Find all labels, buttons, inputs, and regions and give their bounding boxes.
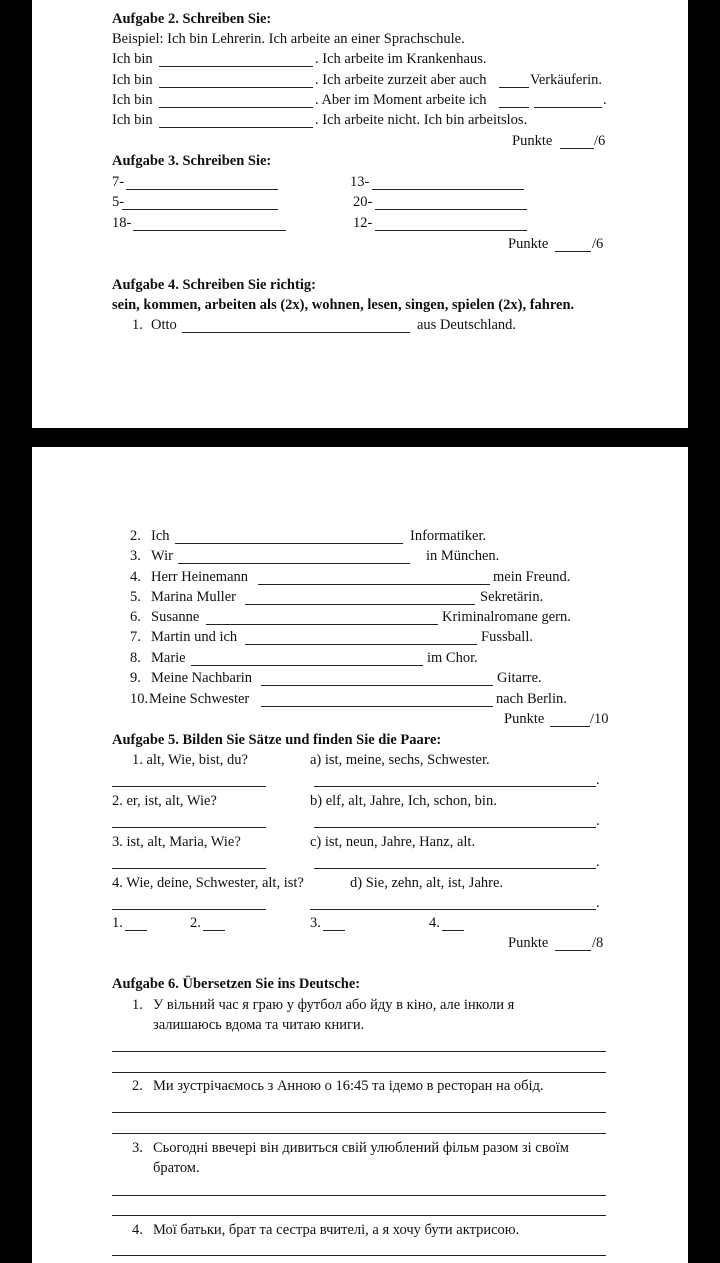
answer-blank[interactable] [159,107,313,108]
worksheet-page-1 [32,0,688,428]
answer-blank[interactable] [175,543,403,544]
pair-label: 2. [190,915,201,931]
line-end: . [596,813,600,829]
aufgabe2-line-tail: Verkäuferin. [530,72,603,88]
item-subject: Marie [151,650,186,666]
item-end: aus Deutschland. [417,317,517,333]
item-subject: Martin und ich [151,629,238,645]
aufgabe4-verbs: sein, kommen, arbeiten als (2x), wohnen, lesen, singen, spielen (2x), fahren. [112,297,575,313]
worksheet-page-2 [32,447,688,1263]
answer-blank[interactable] [159,127,313,128]
answer-blank[interactable] [112,827,266,828]
punkte-blank[interactable] [560,148,594,149]
punkte-label: Punkte [512,133,553,149]
aufgabe2-heading: Aufgabe 2. Schreiben Sie: [112,11,272,27]
item-number: 5. [130,589,141,605]
item-number: 2. [132,1078,143,1094]
item-number: 6. [130,609,141,625]
pair-label: 3. [310,915,321,931]
item-number: 7. [130,629,141,645]
line-end: . [596,854,600,870]
pair-blank[interactable] [442,930,464,931]
item-end: in München. [426,548,500,564]
item-subject: Wir [151,548,173,564]
aufgabe2-line-start: Ich bin [112,112,153,128]
punkte-blank[interactable] [550,726,590,727]
answer-blank[interactable] [112,909,266,910]
item-number: 9. [130,670,141,686]
aufgabe2-example: Beispiel: Ich bin Lehrerin. Ich arbeite an einer Sprachschule. [112,31,465,47]
aufgabe2-line-end: . Aber im Moment arbeite ich [315,92,487,108]
translation-text: братом. [153,1160,200,1176]
item-end: Sekretärin. [480,589,544,605]
aufgabe2-line-tail: . [603,92,607,108]
answer-blank[interactable] [112,1255,606,1256]
answer-blank[interactable] [112,1072,606,1073]
answer-blank[interactable] [112,1195,606,1196]
pair-label: 4. [429,915,440,931]
answer-blank[interactable] [499,87,529,88]
punkte-blank[interactable] [555,950,591,951]
answer-blank[interactable] [133,230,286,231]
aufgabe2-line-end: . Ich arbeite nicht. Ich bin arbeitslos. [315,112,528,128]
answer-blank[interactable] [112,1051,606,1052]
item-subject: Herr Heinemann [151,569,249,585]
item-number: 3. [130,548,141,564]
item-subject: Meine Schwester [149,691,250,707]
item-end: mein Freund. [493,569,571,585]
item-subject: Meine Nachbarin [151,670,253,686]
answer-blank[interactable] [375,209,527,210]
pair-blank[interactable] [203,930,225,931]
punkte-label: Punkte [508,236,549,252]
answer-blank[interactable] [182,332,410,333]
answer-blank[interactable] [245,604,475,605]
item-end: Fussball. [481,629,533,645]
answer-blank[interactable] [122,209,278,210]
answer-blank[interactable] [258,584,490,585]
item-number: 1. [132,997,143,1013]
item-number: 4. [130,569,141,585]
answer-blank[interactable] [112,1112,606,1113]
answer-blank[interactable] [261,706,493,707]
answer-blank[interactable] [126,189,278,190]
number-label: 20- [353,194,373,210]
item-subject: Marina Muller [151,589,236,605]
item-end: Kriminalromane gern. [442,609,571,625]
answer-item: c) ist, neun, Jahre, Hanz, alt. [310,834,476,850]
answer-blank[interactable] [499,107,529,108]
line-end: . [596,772,600,788]
item-end: Informatiker. [410,528,487,544]
pair-blank[interactable] [323,930,345,931]
answer-blank[interactable] [112,786,266,787]
answer-blank[interactable] [245,644,477,645]
answer-item: d) Sie, zehn, alt, ist, Jahre. [350,875,504,891]
number-label: 12- [353,215,373,231]
punkte-total: /10 [590,711,609,727]
answer-blank[interactable] [372,189,524,190]
question-item: 1. alt, Wie, bist, du? [132,752,248,768]
punkte-total: /8 [592,935,604,951]
question-item: 3. ist, alt, Maria, Wie? [112,834,241,850]
answer-blank[interactable] [261,685,493,686]
item-number: 3. [132,1140,143,1156]
answer-blank[interactable] [310,909,596,910]
answer-blank[interactable] [314,786,596,787]
number-label: 18- [112,215,132,231]
item-subject: Otto [151,317,177,333]
item-number: 10. [130,691,149,707]
punkte-label: Punkte [504,711,545,727]
answer-blank[interactable] [178,563,410,564]
answer-blank[interactable] [159,87,313,88]
translation-text: Ми зустрічаємось з Анною о 16:45 та ідемо в ресторан на обід. [153,1078,544,1094]
item-subject: Susanne [151,609,200,625]
number-label: 5- [112,194,125,210]
aufgabe2-line-end: . Ich arbeite zurzeit aber auch [315,72,487,88]
pair-blank[interactable] [125,930,147,931]
punkte-blank[interactable] [555,251,591,252]
item-subject: Ich [151,528,170,544]
number-label: 13- [350,174,370,190]
punkte-total: /6 [592,236,604,252]
punkte-total: /6 [594,133,606,149]
translation-text: Сьогодні ввечері він дивиться свій улюблений фільм разом зі своїм [153,1140,569,1156]
aufgabe2-line-end: . Ich arbeite im Krankenhaus. [315,51,487,67]
answer-item: b) elf, alt, Jahre, Ich, schon, bin. [310,793,497,809]
item-end: Gitarre. [497,670,542,686]
question-item: 2. er, ist, alt, Wie? [112,793,217,809]
aufgabe2-line-start: Ich bin [112,72,153,88]
answer-blank[interactable] [112,868,266,869]
translation-text: У вільний час я граю у футбол або йду в кіно, але інколи я [153,997,515,1013]
line-end: . [596,895,600,911]
item-number: 8. [130,650,141,666]
answer-blank[interactable] [314,827,596,828]
pair-label: 1. [112,915,123,931]
aufgabe6-heading: Aufgabe 6. Übersetzen Sie ins Deutsche: [112,976,361,992]
answer-blank[interactable] [112,1215,606,1216]
answer-item: a) ist, meine, sechs, Schwester. [310,752,490,768]
translation-text: Мої батьки, брат та сестра вчителі, а я хочу бути актрисою. [153,1222,520,1238]
answer-blank[interactable] [534,107,602,108]
aufgabe4-heading: Aufgabe 4. Schreiben Sie richtig: [112,277,316,293]
translation-text: залишаюсь вдома та читаю книги. [153,1017,365,1033]
answer-blank[interactable] [112,1133,606,1134]
answer-blank[interactable] [375,230,527,231]
aufgabe3-heading: Aufgabe 3. Schreiben Sie: [112,153,272,169]
aufgabe2-line-start: Ich bin [112,51,153,67]
number-label: 7- [112,174,125,190]
item-end: nach Berlin. [496,691,567,707]
answer-blank[interactable] [206,624,438,625]
punkte-label: Punkte [508,935,549,951]
answer-blank[interactable] [191,665,423,666]
item-number: 2. [130,528,141,544]
question-item: 4. Wie, deine, Schwester, alt, ist? [112,875,304,891]
aufgabe2-line-start: Ich bin [112,92,153,108]
item-end: im Chor. [427,650,478,666]
item-number: 1. [132,317,143,333]
aufgabe5-heading: Aufgabe 5. Bilden Sie Sätze und finden Sie die Paare: [112,732,442,748]
answer-blank[interactable] [159,66,313,67]
answer-blank[interactable] [314,868,596,869]
item-number: 4. [132,1222,143,1238]
